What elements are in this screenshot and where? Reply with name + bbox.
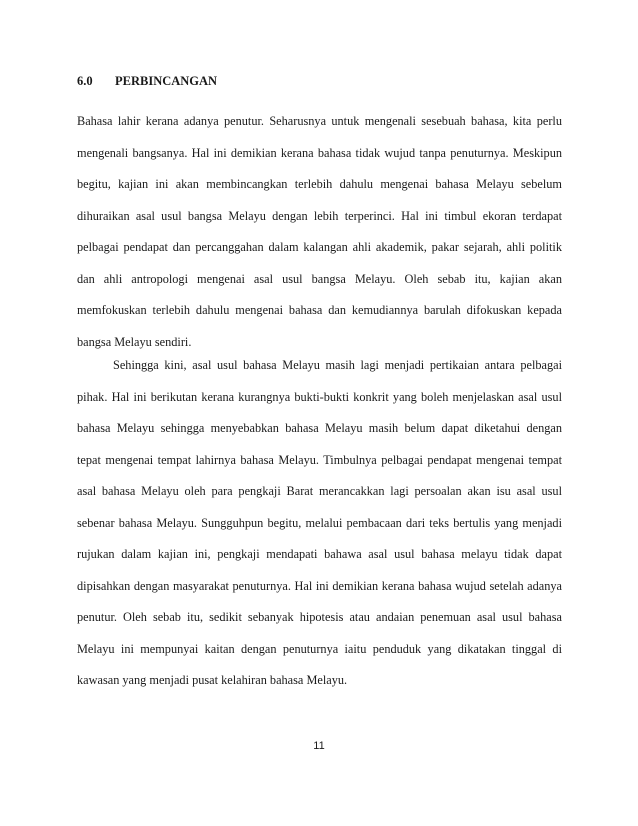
paragraph-line: asal bahasa Melayu oleh para pengkaji Barat merancakkan lagi persoalan akan isu asal usul bbox=[77, 484, 562, 498]
paragraph-line: tepat mengenai tempat lahirnya bahasa Melayu. Timbulnya pelbagai pendapat mengenai tempat bbox=[77, 452, 562, 467]
section-heading bbox=[77, 74, 217, 89]
paragraph-line: sebenar bahasa Melayu. Sungguhpun begitu, melalui pembacaan dari teks bertulis yang menjadi bbox=[77, 515, 562, 530]
paragraph-line: dan ahli antropologi mengenai asal usul bangsa Melayu. Oleh sebab itu, kajian akan bbox=[77, 271, 562, 286]
paragraph-line: kawasan yang menjadi pusat kelahiran bahasa Melayu. bbox=[77, 673, 348, 687]
paragraph-line: begitu, kajian ini akan membincangkan terlebih dahulu mengenai bahasa Melayu sebelum bbox=[77, 177, 562, 191]
paragraph-line: Bahasa lahir kerana adanya penutur. Seharusnya untuk mengenali sesebuah bahasa, kita perlu bbox=[77, 114, 562, 128]
section-title: PERBINCANGAN bbox=[115, 74, 218, 88]
paragraph-line: memfokuskan terlebih dahulu mengenai bahasa dan kemudiannya barulah difokuskan kepada bbox=[77, 303, 562, 317]
paragraph-line: Sehingga kini, asal usul bahasa Melayu masih lagi menjadi pertikaian antara pelbagai bbox=[113, 358, 562, 372]
paragraph-line: bangsa Melayu sendiri. bbox=[77, 334, 192, 349]
page-number: 11 bbox=[313, 740, 325, 752]
paragraph-line: mengenali bangsanya. Hal ini demikian kerana bahasa tidak wujud tanpa penuturnya. Meskipun bbox=[77, 145, 562, 160]
paragraph-2 bbox=[77, 350, 562, 697]
paragraph-line: dipisahkan dengan masyarakat penuturnya. Hal ini demikian kerana bahasa wujud setelah adanya bbox=[77, 578, 562, 593]
paragraph-line: pelbagai pendapat dan percanggahan dalam kalangan ahli akademik, pakar sejarah, ahli politik bbox=[77, 240, 562, 254]
paragraph-line: pihak. Hal ini berikutan kerana kurangnya bukti-bukti konkrit yang boleh menjelaskan asal usul bbox=[77, 389, 562, 404]
paragraph-line: bahasa Melayu sehingga menyebabkan bahasa Melayu masih belum dapat diketahui dengan bbox=[77, 421, 562, 435]
paragraph-line: penutur. Oleh sebab itu, sedikit sebanyak hipotesis atau andaian penemuan asal usul bahasa bbox=[77, 610, 562, 624]
paragraph-line: rujukan dalam kajian ini, pengkaji mendapati bahawa asal usul bahasa melayu tidak dapat bbox=[77, 547, 562, 561]
paragraph-line: dihuraikan asal usul bangsa Melayu dengan lebih terperinci. Hal ini timbul ekoran terdapat bbox=[77, 208, 562, 223]
paragraph-line: Melayu ini mempunyai kaitan dengan penuturnya iaitu penduduk yang dikatakan tinggal di bbox=[77, 641, 562, 656]
paragraph-1 bbox=[77, 106, 562, 358]
section-number: 6.0 bbox=[77, 74, 93, 88]
